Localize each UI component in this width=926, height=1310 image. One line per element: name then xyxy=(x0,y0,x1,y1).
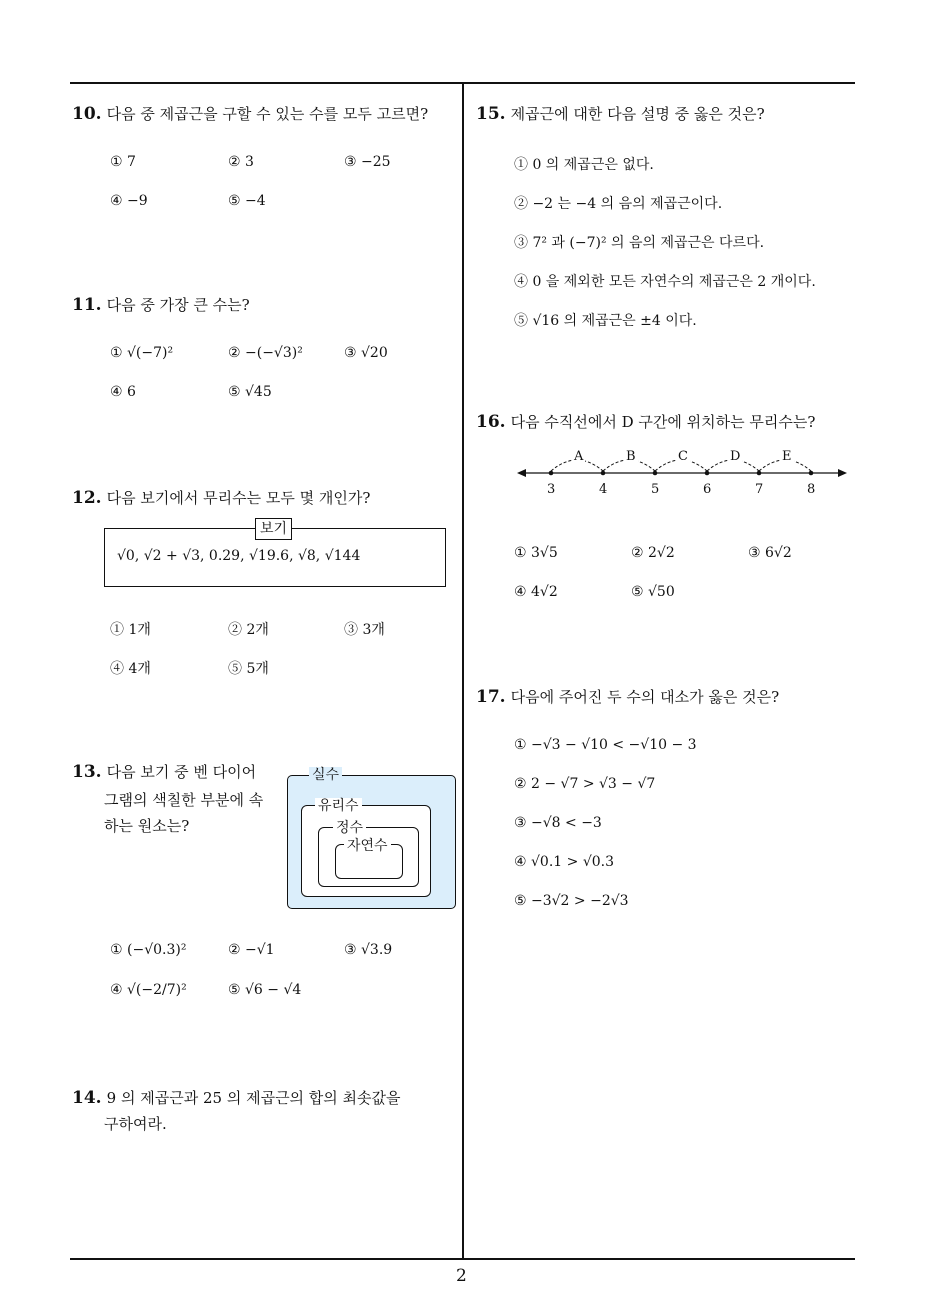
option-5[interactable]: ⑤ 5개 xyxy=(228,661,269,677)
option-2[interactable]: ② −√1 xyxy=(228,942,275,958)
option-4[interactable]: ④ √(−2/7)² xyxy=(110,982,187,998)
number-line-tick-label: 3 xyxy=(547,482,556,497)
option-1[interactable]: ① −√3 − √10 < −√10 − 3 xyxy=(514,737,697,753)
option-3[interactable]: ③ 7² 과 (−7)² 의 음의 제곱근은 다르다. xyxy=(514,235,765,251)
option-5[interactable]: ⑤ √16 의 제곱근은 ±4 이다. xyxy=(514,313,697,329)
number-line-point xyxy=(705,471,710,476)
question-text-line-1: 9 의 제곱근과 25 의 제곱근의 합의 최솟값을 xyxy=(106,1089,401,1107)
question-14 xyxy=(72,1086,401,1110)
question-text: 다음 수직선에서 D 구간에 위치하는 무리수는? xyxy=(510,413,816,431)
question-16 xyxy=(476,410,815,434)
number-line-interval-label: E xyxy=(782,449,792,464)
number-line-tick-label: 8 xyxy=(807,482,816,497)
question-number: 13. xyxy=(72,762,102,782)
option-2[interactable]: ② 2개 xyxy=(228,622,269,638)
number-line-interval-label: D xyxy=(730,449,741,464)
option-5[interactable]: ⑤ √50 xyxy=(631,584,675,600)
venn-label-integer: 정수 xyxy=(333,820,366,836)
option-4[interactable]: ④ √0.1 > √0.3 xyxy=(514,854,615,870)
option-4[interactable]: ④ 4개 xyxy=(110,661,151,677)
option-5[interactable]: ⑤ √45 xyxy=(228,384,272,400)
option-2[interactable]: ② 2√2 xyxy=(631,545,675,561)
question-text-line-3: 하는 원소는? xyxy=(104,817,190,835)
option-3[interactable]: ③ √20 xyxy=(344,345,388,361)
number-line-tick-label: 5 xyxy=(651,482,660,497)
option-1[interactable]: ① 1개 xyxy=(110,622,151,638)
question-number: 10. xyxy=(72,104,102,124)
option-1[interactable]: ① 7 xyxy=(110,154,136,170)
option-5[interactable]: ⑤ √6 − √4 xyxy=(228,982,302,998)
option-2[interactable]: ② 2 − √7 > √3 − √7 xyxy=(514,776,656,792)
option-2[interactable]: ② 3 xyxy=(228,154,254,170)
example-box-content: √0, √2 + √3, 0.29, √19.6, √8, √144 xyxy=(117,548,361,564)
option-4[interactable]: ④ −9 xyxy=(110,193,148,209)
question-number: 11. xyxy=(72,295,102,315)
number-line-point xyxy=(601,471,606,476)
question-text: 다음 보기에서 무리수는 모두 몇 개인가? xyxy=(106,489,371,507)
question-13 xyxy=(72,760,256,784)
option-2[interactable]: ② −2 는 −4 의 음의 제곱근이다. xyxy=(514,196,723,212)
venn-label-rational: 유리수 xyxy=(315,798,362,814)
question-17 xyxy=(476,685,779,709)
option-3[interactable]: ③ −25 xyxy=(344,154,391,170)
question-number: 15. xyxy=(476,104,506,124)
number-line-point xyxy=(653,471,658,476)
option-4[interactable]: ④ 6 xyxy=(110,384,136,400)
option-4[interactable]: ④ 0 을 제외한 모든 자연수의 제곱근은 2 개이다. xyxy=(514,274,816,290)
option-3[interactable]: ③ √3.9 xyxy=(344,942,393,958)
option-1[interactable]: ① (−√0.3)² xyxy=(110,942,187,958)
question-text-line-1: 다음 보기 중 벤 다이어 xyxy=(106,763,257,781)
question-text: 제곱근에 대한 다음 설명 중 옳은 것은? xyxy=(510,105,765,123)
number-line-interval-label: A xyxy=(574,449,584,464)
number-line-tick-label: 4 xyxy=(599,482,608,497)
question-12 xyxy=(72,486,370,510)
example-box-label: 보기 xyxy=(255,518,292,540)
option-3[interactable]: ③ 6√2 xyxy=(748,545,792,561)
question-number: 16. xyxy=(476,412,506,432)
venn-label-real: 실수 xyxy=(309,767,342,783)
question-text-line-2: 그램의 색칠한 부분에 속 xyxy=(104,791,264,809)
option-1[interactable]: ① 3√5 xyxy=(514,545,558,561)
number-line-point xyxy=(757,471,762,476)
option-5[interactable]: ⑤ −4 xyxy=(228,193,266,209)
option-2[interactable]: ② −(−√3)² xyxy=(228,345,303,361)
left-arrow-icon xyxy=(517,469,526,477)
number-line-interval-label: B xyxy=(626,449,636,464)
page-number: 2 xyxy=(456,1266,467,1286)
option-4[interactable]: ④ 4√2 xyxy=(514,584,558,600)
question-text-line-2: 구하여라. xyxy=(104,1115,167,1133)
option-5[interactable]: ⑤ −3√2 > −2√3 xyxy=(514,893,629,909)
number-line-tick-label: 7 xyxy=(755,482,764,497)
number-line-point xyxy=(809,471,814,476)
question-11 xyxy=(72,293,250,317)
question-text: 다음 중 제곱근을 구할 수 있는 수를 모두 고르면? xyxy=(106,105,429,123)
question-number: 14. xyxy=(72,1088,102,1108)
question-number: 17. xyxy=(476,687,506,707)
number-line-tick-label: 6 xyxy=(703,482,712,497)
number-line-interval-label: C xyxy=(678,449,688,464)
number-line-point xyxy=(549,471,554,476)
venn-label-natural: 자연수 xyxy=(344,838,391,854)
question-15 xyxy=(476,102,765,126)
option-1[interactable]: ① √(−7)² xyxy=(110,345,174,361)
question-number: 12. xyxy=(72,488,102,508)
option-3[interactable]: ③ −√8 < −3 xyxy=(514,815,602,831)
column-divider xyxy=(462,82,464,1259)
option-3[interactable]: ③ 3개 xyxy=(344,622,385,638)
option-1[interactable]: ① 0 의 제곱근은 없다. xyxy=(514,157,654,173)
right-arrow-icon xyxy=(838,469,847,477)
question-10 xyxy=(72,102,428,126)
question-text: 다음 중 가장 큰 수는? xyxy=(106,296,250,314)
question-text: 다음에 주어진 두 수의 대소가 옳은 것은? xyxy=(510,688,780,706)
